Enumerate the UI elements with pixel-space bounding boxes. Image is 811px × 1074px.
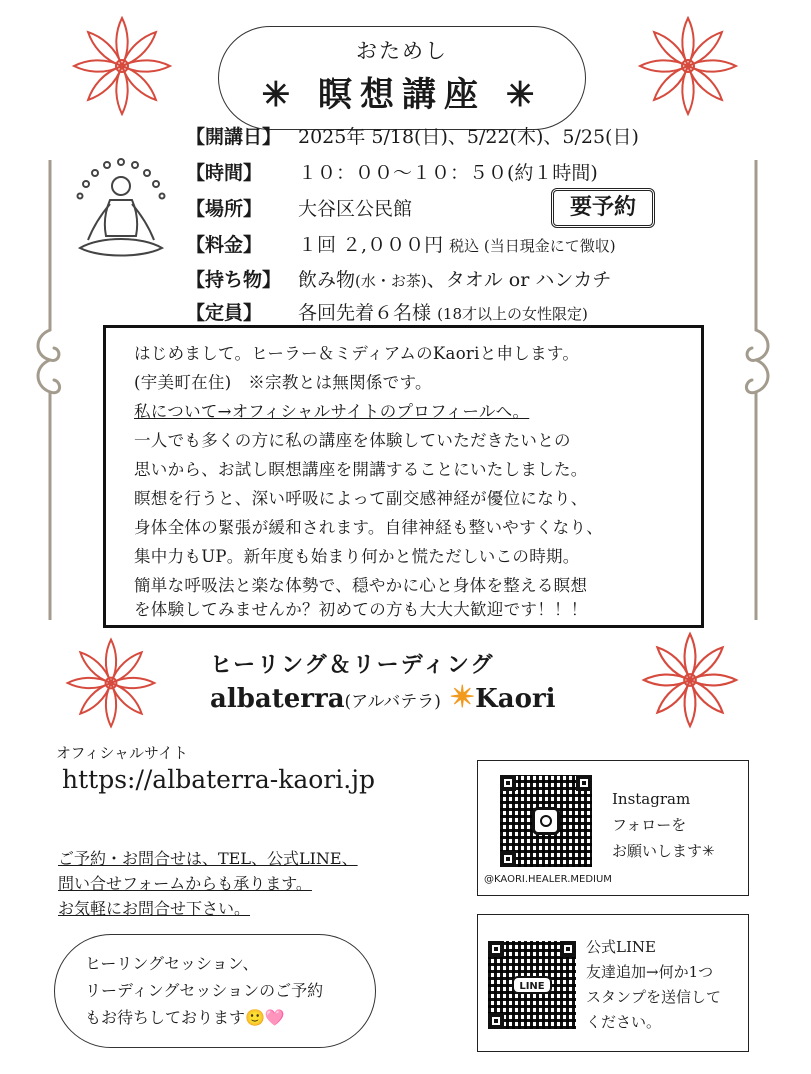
message-line: はじめまして。ヒーラー＆ミディアムのKaoriと申します。 (134, 344, 580, 363)
qr-finder-icon (488, 1013, 504, 1029)
title-pill (218, 26, 586, 130)
info-time (186, 158, 598, 185)
instagram-text: フォローを (612, 816, 687, 834)
contact-line: 問い合せフォームからも承ります。 (58, 874, 312, 893)
info-capacity (186, 298, 588, 325)
profile-link[interactable]: 私について→オフィシャルサイトのプロフィールへ。 (134, 402, 530, 421)
qr-finder-icon (576, 775, 592, 791)
lotus-icon (640, 630, 740, 730)
line-text: 友達追加→何か1つ (586, 963, 714, 981)
star-icon: ✴ (450, 680, 476, 715)
site-label: オフィシャルサイト (56, 744, 189, 762)
info-fee-label: 【料金】 (186, 234, 263, 256)
brand-name-kana: (アルバテラ) (344, 692, 441, 712)
message-line: を体験してみませんか？初めての方も大大大歓迎です！！！ (134, 600, 588, 619)
message-line: 一人でも多くの方に私の講座を体験していただきたいとの (134, 431, 571, 450)
brand-name (210, 680, 556, 715)
contact-line: ご予約・お問合せは、TEL、公式LINE、 (58, 849, 358, 868)
instagram-handle: @KAORI.HEALER.MEDIUM (484, 874, 612, 885)
info-capacity-value: 各回先着６名様 (298, 302, 432, 324)
info-time-label: 【時間】 (186, 162, 263, 184)
lotus-icon (636, 14, 740, 118)
message-line: 簡単な呼吸法と楽な体勢で、穏やかに心と身体を整える瞑想 (134, 576, 588, 595)
info-fee-value: １回 ２,０００円 (298, 234, 444, 256)
lotus-icon (64, 636, 158, 730)
site-url-link[interactable]: https://albaterra-kaori.jp (62, 765, 375, 794)
line-text: スタンプを送信して (586, 988, 722, 1006)
line-text: ください。 (586, 1013, 662, 1031)
introduction-box (103, 325, 704, 628)
info-dates-value: 2025年 5/18(日)、5/22(木)、5/25(日) (298, 126, 639, 148)
message-line: 集中力もUP。新年度も始まり何かと慌ただしいこの時期。 (134, 547, 580, 566)
info-capacity-note: (18才以上の女性限定) (437, 305, 588, 323)
info-items-value-c: 、タオル or ハンカチ (426, 269, 612, 291)
brand-tagline: ヒーリング＆リーディング (210, 652, 495, 678)
message-line: 瞑想を行うと、深い呼吸によって副交感神経が優位になり、 (134, 489, 588, 508)
session-line: ヒーリングセッション、 (85, 954, 259, 973)
info-capacity-label: 【定員】 (186, 302, 263, 324)
swirl-ornament-icon (736, 160, 776, 620)
info-items-value-a: 飲み物 (298, 269, 356, 291)
instagram-card[interactable] (477, 760, 749, 896)
info-place-label: 【場所】 (186, 198, 263, 220)
message-line: 思いから、お試し瞑想講座を開講することにいたしました。 (134, 460, 588, 479)
line-badge: LINE (512, 976, 552, 994)
title-subtitle: おためし (356, 39, 448, 63)
info-place-value: 大谷区公民館 (298, 198, 413, 220)
qr-finder-icon (560, 941, 576, 957)
brand-owner: Kaori (475, 684, 556, 714)
info-dates-label: 【開講日】 (186, 126, 282, 148)
info-items-value-b: (水・お茶) (355, 272, 427, 290)
line-text: 公式LINE (586, 938, 656, 956)
meditation-figure-icon (70, 156, 172, 264)
info-items-label: 【持ち物】 (186, 269, 282, 291)
page-title: ✳︎ 瞑想講座 ✳︎ (261, 75, 543, 115)
info-place (186, 194, 412, 221)
session-pill (54, 934, 376, 1048)
qr-finder-icon (488, 941, 504, 957)
info-items (186, 265, 611, 292)
instagram-icon (532, 807, 560, 835)
brand-name-latin: albaterra (210, 684, 345, 714)
session-line: リーディングセッションのご予約 (85, 981, 324, 1000)
lotus-icon (70, 14, 174, 118)
message-line: 身体全体の緊張が緩和されます。自律神経も整いやすくなり、 (134, 518, 604, 537)
instagram-text: お願いします✳︎ (612, 842, 715, 860)
instagram-text: Instagram (612, 790, 691, 808)
info-dates (186, 122, 639, 149)
info-time-value: １０：００〜１０：５０(約１時間) (298, 162, 598, 184)
reservation-required-badge: 要予約 (551, 188, 655, 228)
qr-finder-icon (500, 775, 516, 791)
contact-line: お気軽にお問合せ下さい。 (58, 899, 251, 918)
info-fee-note: 税込 (当日現金にて徴収) (449, 237, 616, 255)
qr-finder-icon (500, 851, 516, 867)
line-card[interactable] (477, 914, 749, 1052)
message-line: (宇美町在住) ※宗教とは無関係です。 (134, 373, 432, 392)
info-fee (186, 230, 616, 257)
session-line: もお待ちしております🙂🩷 (85, 1008, 285, 1027)
swirl-ornament-icon (30, 160, 70, 620)
